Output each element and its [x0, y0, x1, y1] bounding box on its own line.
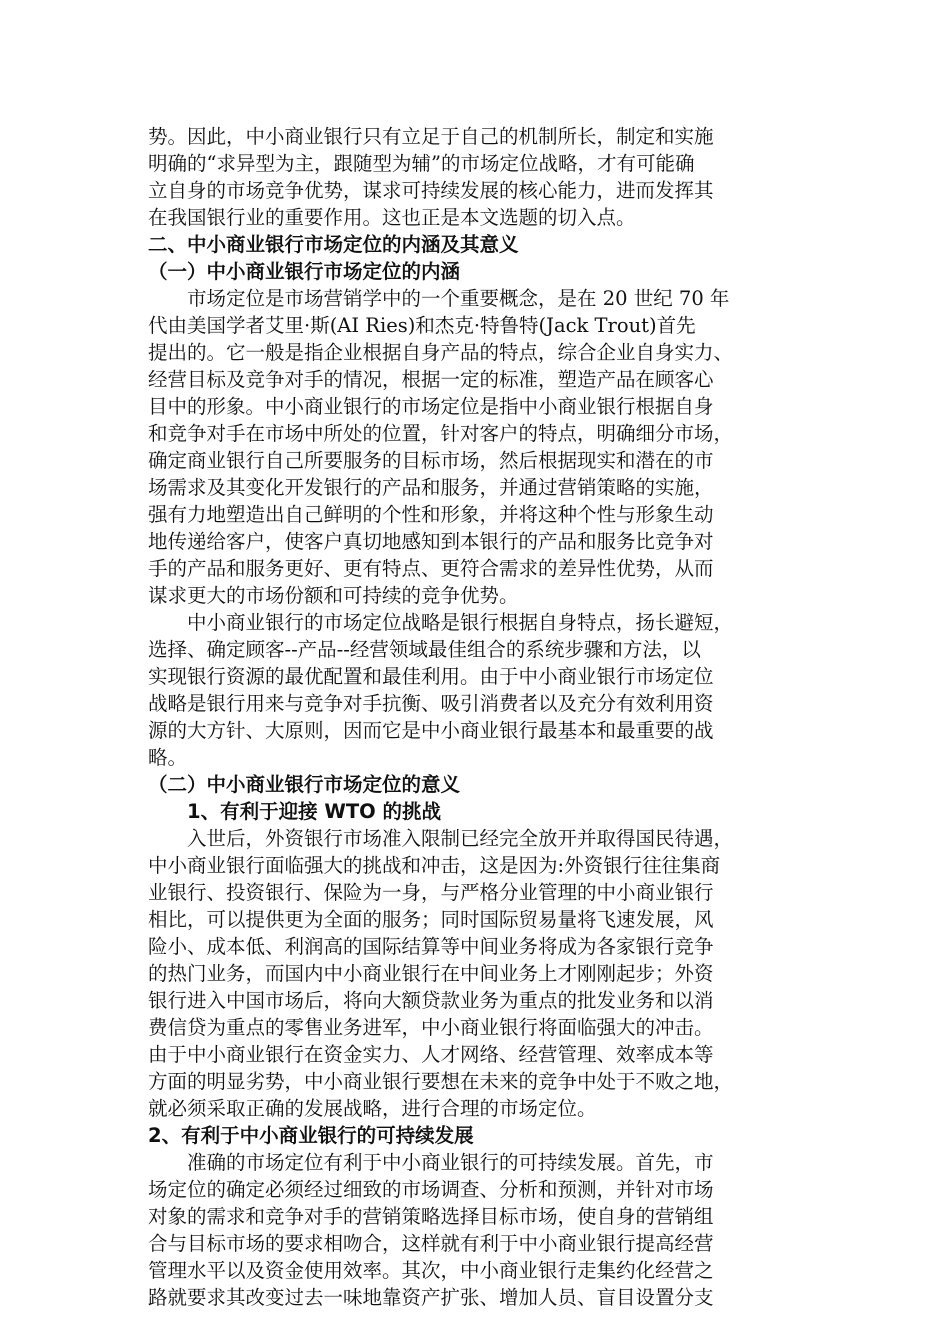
text-line: 中小商业银行面临强大的挑战和冲击，这是因为:外资银行往往集商 [148, 854, 721, 877]
text-line: 管理水平以及资金使用效率。其次，中小商业银行走集约化经营之 [148, 1259, 714, 1282]
text-line: 目中的形象。中小商业银行的市场定位是指中小商业银行根据自身 [148, 395, 714, 418]
section-heading: 二、中小商业银行市场定位的内涵及其意义 [148, 233, 519, 256]
text-line: 经营目标及竞争对手的情况，根据一定的标准，塑造产品在顾客心 [148, 368, 714, 391]
paragraph-wto [148, 825, 820, 1122]
paragraph-strategy [148, 609, 820, 771]
text-line: 合与目标市场的要求相吻合，这样就有利于中小商业银行提高经营 [148, 1232, 714, 1255]
text-line: 地传递给客户，使客户真切地感知到本银行的产品和服务比竞争对 [148, 530, 714, 553]
text-line: 手的产品和服务更好、更有特点、更符合需求的差异性优势，从而 [148, 557, 714, 580]
subsection-heading: （一）中小商业银行市场定位的内涵 [148, 260, 461, 283]
text-line: 场需求及其变化开发银行的产品和服务，并通过营销策略的实施， [148, 476, 714, 499]
text-line: 战略是银行用来与竞争对手抗衡、吸引消费者以及充分有效利用资 [148, 692, 714, 715]
text-line: 明确的“求异型为主，跟随型为辅”的市场定位战略，才有可能确 [148, 152, 695, 175]
text-line: 代由美国学者艾里·斯(AI Ries)和杰克·特鲁特(Jack Trout)首先 [148, 314, 696, 337]
text-line: 提出的。它一般是指企业根据自身产品的特点，综合企业自身实力、 [148, 341, 734, 364]
text-line: 准确的市场定位有利于中小商业银行的可持续发展。首先，市 [187, 1151, 714, 1174]
text-line: 谋求更大的市场份额和可持续的竞争优势。 [148, 584, 519, 607]
document-page [148, 123, 820, 1311]
text-line: 入世后，外资银行市场准入限制已经完全放开并取得国民待遇， [187, 827, 734, 850]
text-line: 险小、成本低、利润高的国际结算等中间业务将成为各家银行竞争 [148, 935, 714, 958]
point-heading: 2、有利于中小商业银行的可持续发展 [148, 1124, 474, 1147]
text-line: 对象的需求和竞争对手的营销策略选择目标市场，使自身的营销组 [148, 1205, 714, 1228]
text-line: 略。 [148, 746, 188, 769]
text-line: 势。因此，中小商业银行只有立足于自己的机制所长，制定和实施 [148, 125, 714, 148]
paragraph-definition [148, 285, 820, 609]
text-line: 场定位的确定必须经过细致的市场调查、分析和预测，并针对市场 [148, 1178, 714, 1201]
text-line: 在我国银行业的重要作用。这也正是本文选题的切入点。 [148, 206, 636, 229]
text-line: 的热门业务，而国内中小商业银行在中间业务上才刚刚起步；外资 [148, 962, 714, 985]
text-line: 源的大方针、大原则，因而它是中小商业银行最基本和最重要的战 [148, 719, 714, 742]
text-line: 强有力地塑造出自己鲜明的个性和形象，并将这种个性与形象生动 [148, 503, 714, 526]
text-line: 费信贷为重点的零售业务进军，中小商业银行将面临强大的冲击。 [148, 1016, 714, 1039]
paragraph-sustainable [148, 1149, 820, 1311]
intro-paragraph [148, 123, 820, 231]
text-line: 市场定位是市场营销学中的一个重要概念，是在 20 世纪 70 年 [187, 287, 730, 310]
text-line: 中小商业银行的市场定位战略是银行根据自身特点，扬长避短， [187, 611, 734, 634]
text-line: 由于中小商业银行在资金实力、人才网络、经营管理、效率成本等 [148, 1043, 714, 1066]
text-line: 相比，可以提供更为全面的服务；同时国际贸易量将飞速发展，风 [148, 908, 714, 931]
text-line: 业银行、投资银行、保险为一身，与严格分业管理的中小商业银行 [148, 881, 714, 904]
text-line: 立自身的市场竞争优势，谋求可持续发展的核心能力，进而发挥其 [148, 179, 714, 202]
text-line: 和竞争对手在市场中所处的位置，针对客户的特点，明确细分市场， [148, 422, 734, 445]
text-line: 就必须采取正确的发展战略，进行合理的市场定位。 [148, 1097, 597, 1120]
point-heading: 1、有利于迎接 WTO 的挑战 [187, 800, 442, 823]
text-line: 选择、确定顾客--产品--经营领域最佳组合的系统步骤和方法，以 [148, 638, 701, 661]
text-line: 实现银行资源的最优配置和最佳利用。由于中小商业银行市场定位 [148, 665, 714, 688]
text-line: 方面的明显劣势，中小商业银行要想在未来的竞争中处于不败之地， [148, 1070, 734, 1093]
subsection-heading: （二）中小商业银行市场定位的意义 [148, 773, 461, 796]
text-line: 银行进入中国市场后，将向大额贷款业务为重点的批发业务和以消 [148, 989, 714, 1012]
text-line: 路就要求其改变过去一味地靠资产扩张、增加人员、盲目设置分支 [148, 1286, 714, 1309]
text-line: 确定商业银行自己所要服务的目标市场，然后根据现实和潜在的市 [148, 449, 714, 472]
